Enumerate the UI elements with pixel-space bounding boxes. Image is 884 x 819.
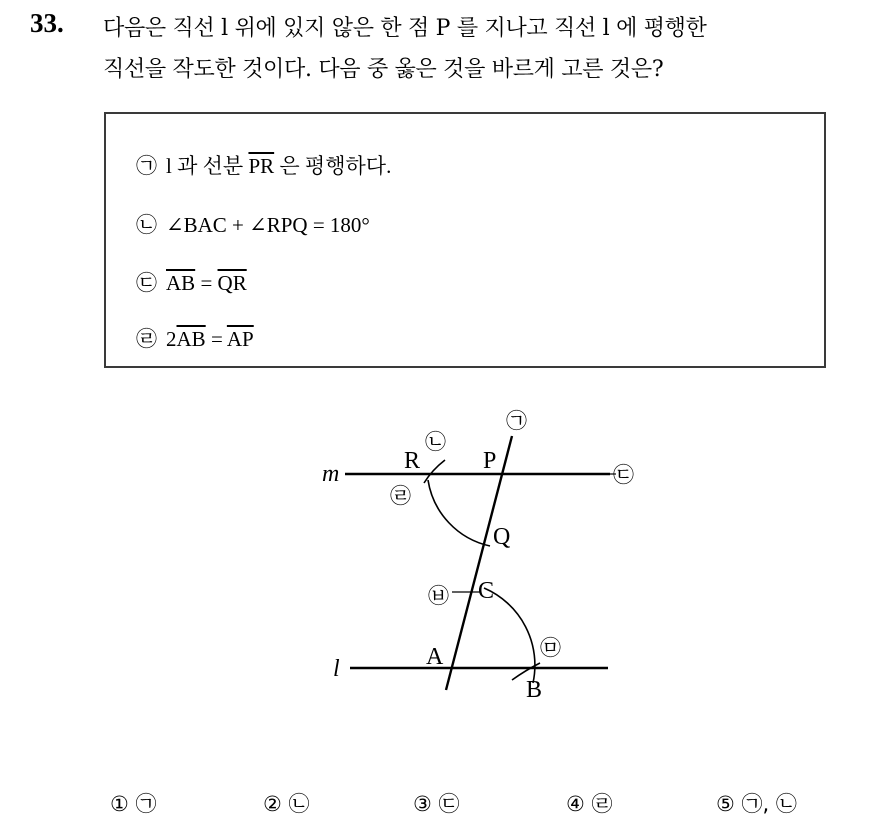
choice-4[interactable] [566, 788, 613, 818]
segment-label: $\overline{AB}$ [166, 271, 196, 295]
segment-label: $\overline{QR}$ [217, 271, 247, 295]
statement-text: 2 [166, 327, 177, 351]
choice-3[interactable] [413, 788, 460, 818]
segment-label: $\overline{PR}$ [248, 154, 275, 178]
statement-marker: ㉠ [136, 154, 157, 178]
choice-number: ④ [566, 792, 585, 816]
question-text-line-1: 다음은 직선 l 위에 있지 않은 한 점 P 를 지나고 직선 l 에 평행한 [103, 16, 707, 41]
point-label-b: B [526, 677, 543, 703]
choice-text: ㉠ [135, 792, 157, 816]
line-label-l: l [333, 656, 340, 682]
step-marker-1: ㉠ [506, 409, 527, 433]
statement-text: = [205, 327, 227, 351]
choice-text: ㉣ [591, 792, 613, 816]
question-text-line-2: 직선을 작도한 것이다. 다음 중 옳은 것을 바르게 고른 것은? [103, 57, 664, 82]
choice-text: ㉡ [288, 792, 310, 816]
choice-text: ㉢ [438, 792, 460, 816]
point-label-r: R [404, 448, 421, 474]
question-number: 33. [30, 8, 64, 38]
choice-number: ② [263, 792, 282, 816]
step-marker-6: ㉥ [428, 584, 449, 608]
statement-text: 은 평행하다. [274, 154, 392, 178]
choice-number: ⑤ [716, 792, 735, 816]
statement-marker: ㉡ [136, 213, 157, 237]
segment-label: $\overline{AB}$ [176, 327, 206, 351]
segment-label: $\overline{AP}$ [226, 327, 254, 351]
choice-2[interactable] [263, 788, 310, 818]
point-label-p: P [483, 448, 497, 474]
point-label-a: A [426, 644, 444, 670]
statement-marker: ㉣ [136, 327, 157, 351]
statement-text: l 과 선분 [166, 154, 249, 178]
point-label-q: Q [493, 524, 511, 550]
arc-mark-r [424, 460, 445, 483]
choice-text: ㉠, ㉡ [741, 792, 797, 816]
choice-number: ① [110, 792, 129, 816]
step-marker-4: ㉣ [390, 484, 411, 508]
statement-text: ∠BAC + ∠RPQ = 180° [166, 213, 370, 237]
arc-rq [428, 480, 490, 546]
step-marker-3: ㉢ [613, 463, 634, 487]
step-marker-2: ㉡ [425, 430, 446, 454]
statement-text: = [195, 271, 218, 295]
choice-5[interactable] [716, 788, 797, 818]
choice-1[interactable] [110, 788, 157, 818]
choice-number: ③ [413, 792, 432, 816]
step-marker-5: ㉤ [540, 636, 561, 660]
answer-choices [0, 788, 884, 818]
point-label-c: C [478, 578, 495, 604]
statement-marker: ㉢ [136, 271, 157, 295]
line-label-m: m [322, 461, 340, 487]
